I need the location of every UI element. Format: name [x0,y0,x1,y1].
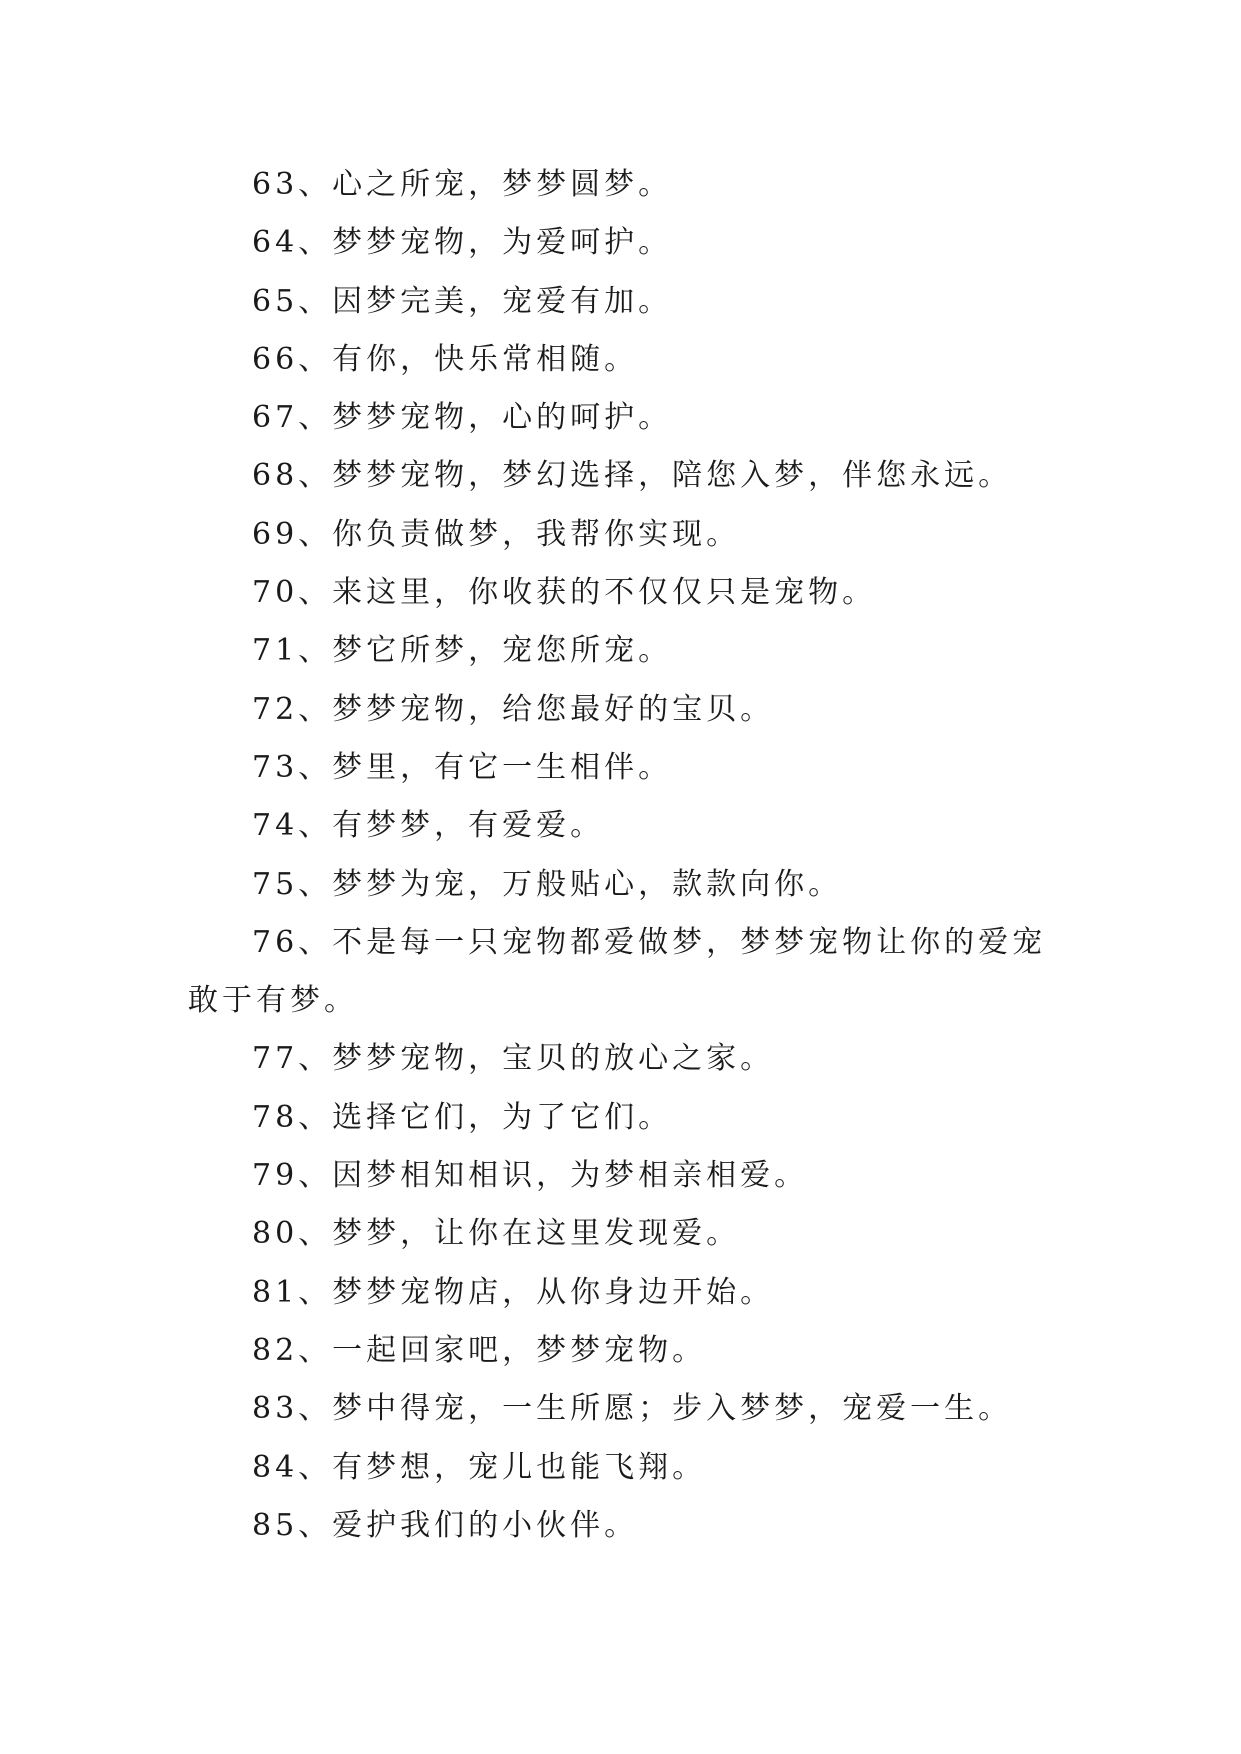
list-item: 63、心之所宠，梦梦圆梦。 [252,167,673,202]
list-item: 64、梦梦宠物，为爱呵护。 [252,225,673,261]
list-item: 83、梦中得宠，一生所愿；步入梦梦，宠爱一生。 [252,1391,1013,1427]
list-item: 77、梦梦宠物，宝贝的放心之家。 [252,1041,775,1077]
list-item: 82、一起回家吧，梦梦宠物。 [252,1332,707,1368]
list-item: 68、梦梦宠物，梦幻选择，陪您入梦，伴您永远。 [252,458,1013,494]
list-item: 80、梦梦，让你在这里发现爱。 [252,1216,741,1252]
list-item: 66、有你，快乐常相随。 [252,341,639,377]
list-item: 76、不是每一只宠物都爱做梦，梦梦宠物让你的爱宠敢于有梦。 [188,924,1047,1019]
list-item: 71、梦它所梦，宠您所宠。 [252,633,673,669]
list-item: 85、爱护我们的小伙伴。 [252,1507,639,1543]
list-item: 79、因梦相知相识，为梦相亲相爱。 [252,1158,809,1194]
list-item: 73、梦里，有它一生相伴。 [252,749,673,785]
list-item: 70、来这里，你收获的不仅仅只是宠物。 [252,575,877,611]
list-item: 75、梦梦为宠，万般贴心，款款向你。 [252,866,843,902]
list-item: 72、梦梦宠物，给您最好的宝贝。 [252,691,775,727]
list-item: 65、因梦完美，宠爱有加。 [252,283,673,319]
slogan-list [188,156,1058,1555]
list-item: 78、选择它们，为了它们。 [252,1099,673,1135]
list-item: 67、梦梦宠物，心的呵护。 [252,400,673,436]
list-item: 81、梦梦宠物店，从你身边开始。 [252,1274,775,1310]
list-item: 74、有梦梦，有爱爱。 [252,808,605,844]
list-item: 69、你负责做梦，我帮你实现。 [252,516,741,552]
list-item: 84、有梦想，宠儿也能飞翔。 [252,1449,707,1485]
